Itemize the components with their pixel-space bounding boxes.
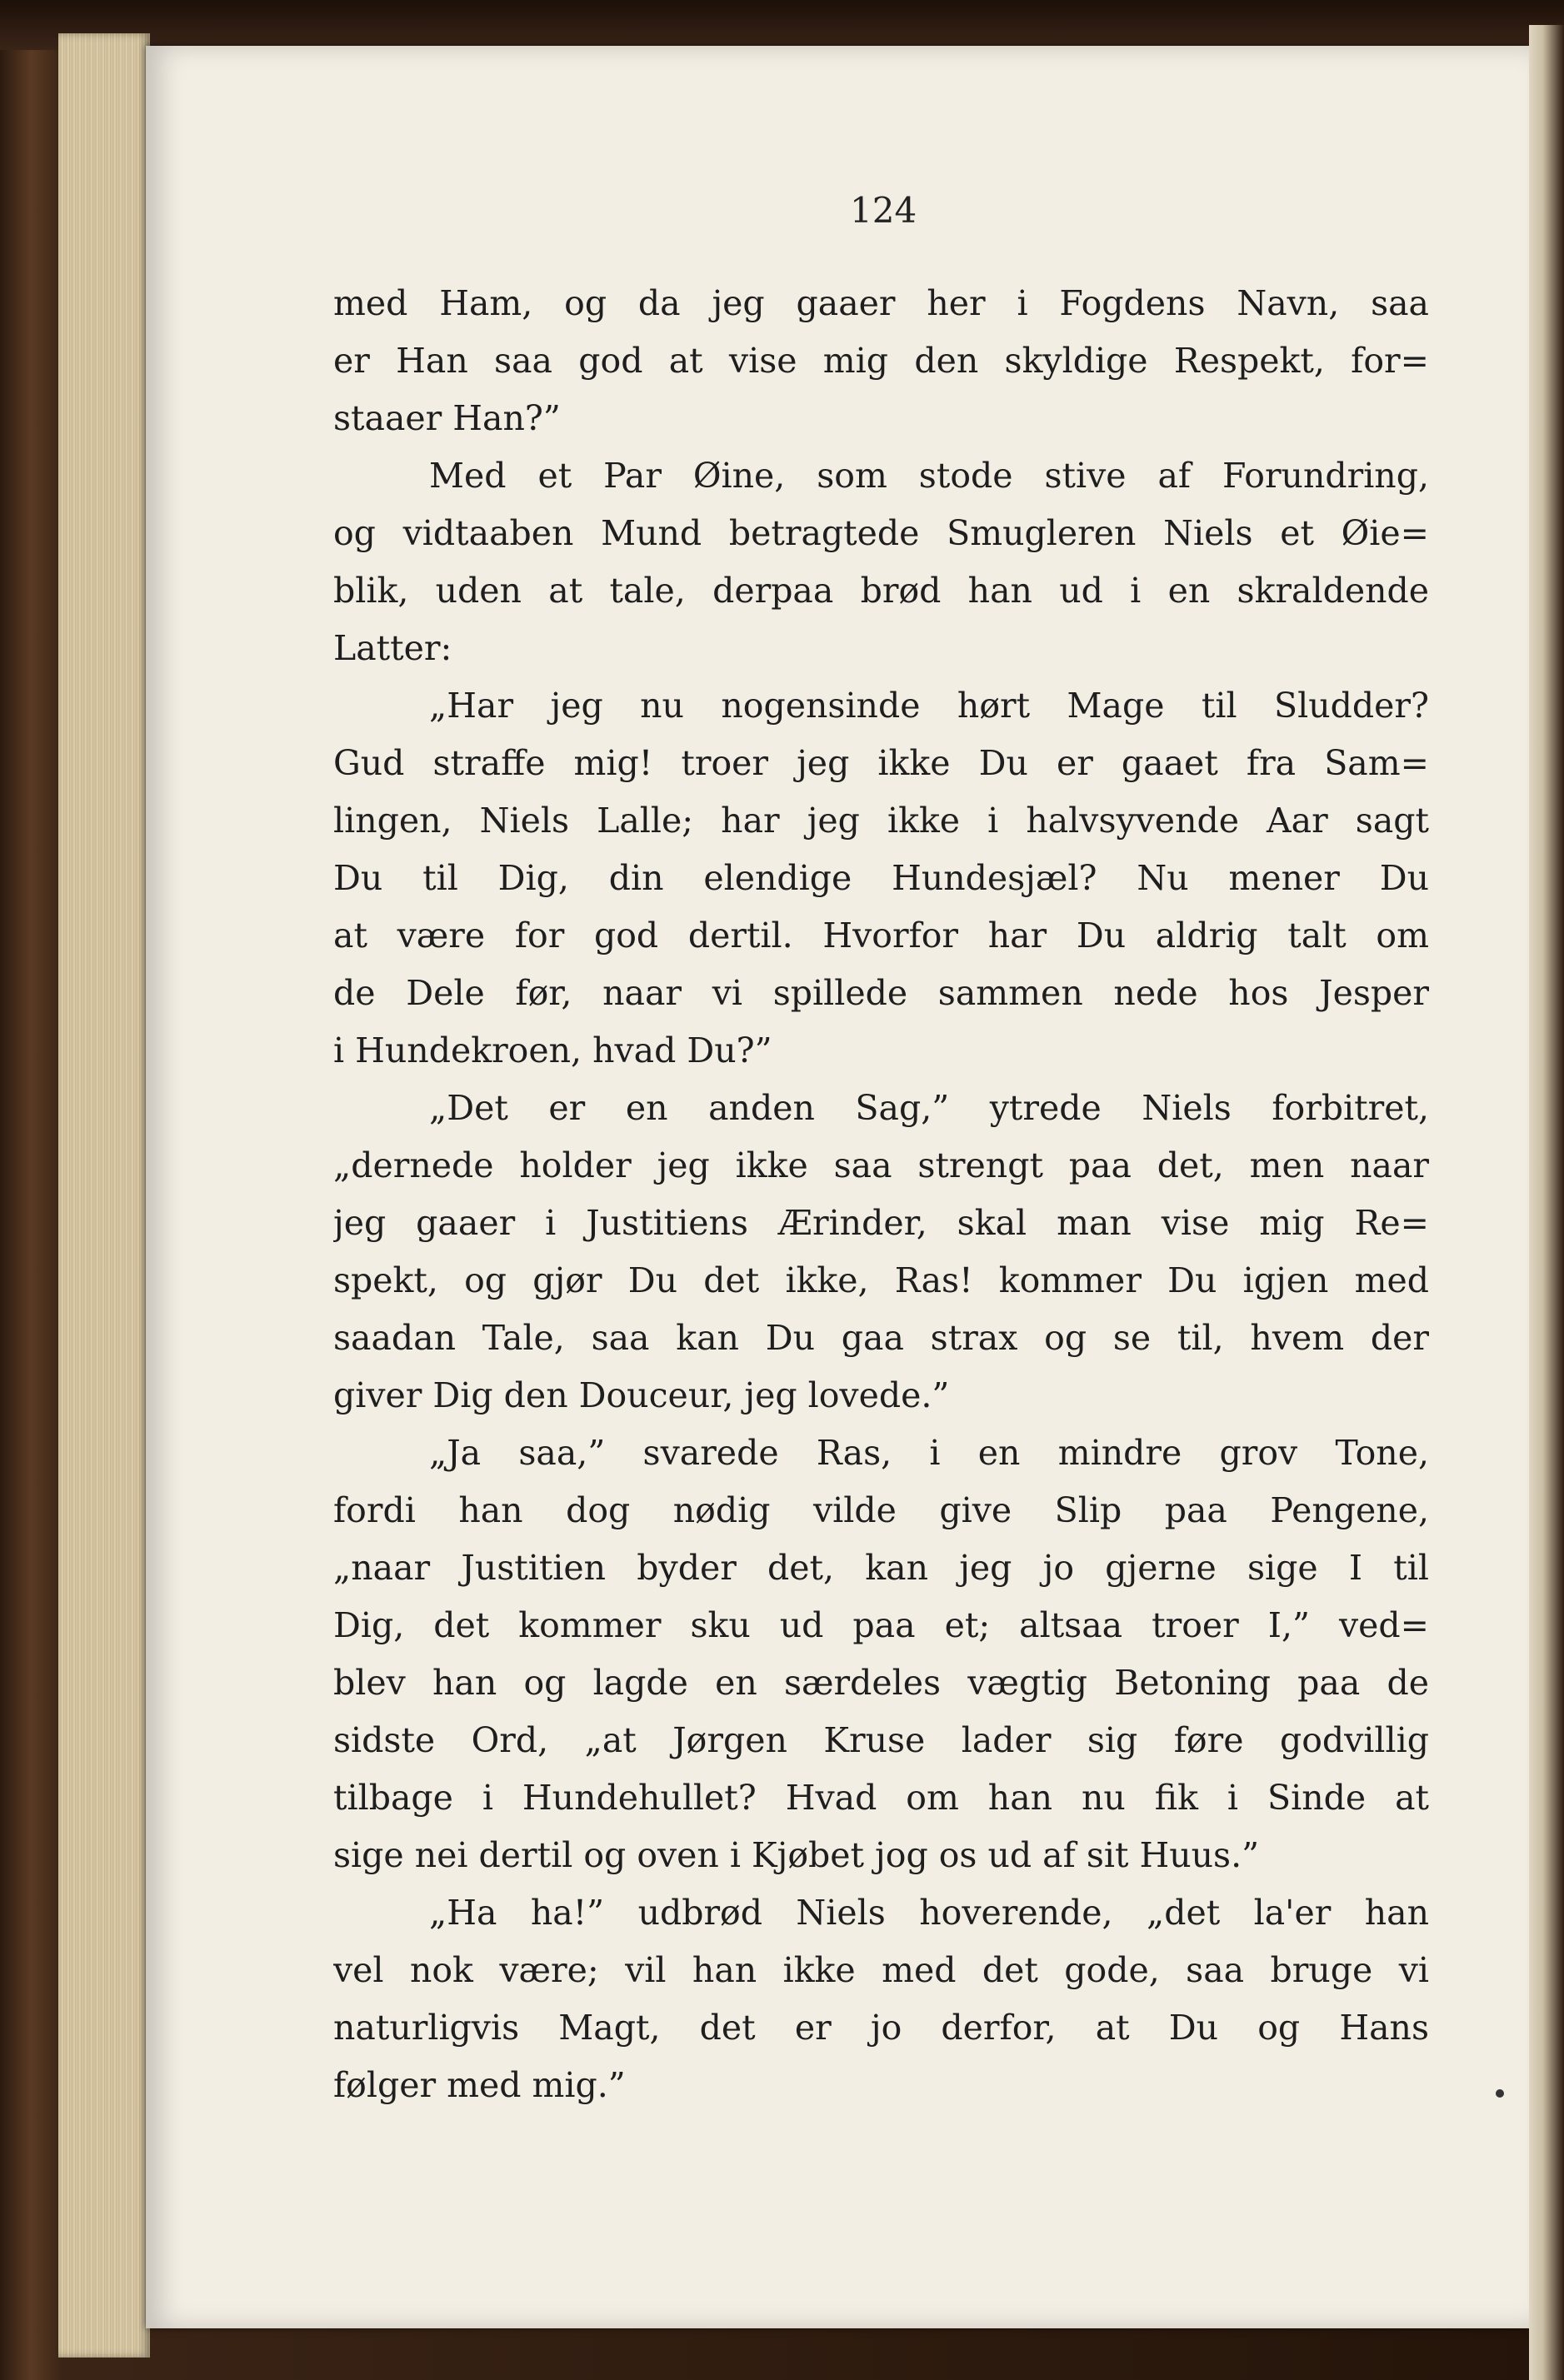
- text-line: „Har jeg nu nogensinde hørt Mage til Sludder?: [429, 686, 1429, 726]
- text-line: vel nok være; vil han ikke med det gode, saa bruge vi: [333, 1950, 1429, 1990]
- text-line: følger med mig.”: [333, 2065, 626, 2105]
- text-line: staaer Han?”: [333, 398, 561, 438]
- text-line: Dig, det kommer sku ud paa et; altsaa troer I,” ved=: [333, 1605, 1429, 1645]
- text-line: „Ha ha!” udbrød Niels hoverende, „det la'er han: [429, 1893, 1429, 1933]
- text-line: de Dele før, naar vi spillede sammen nede hos Jesper: [333, 973, 1429, 1013]
- text-line: „dernede holder jeg ikke saa strengt paa det, men naar: [333, 1145, 1429, 1185]
- text-line: Gud straffe mig! troer jeg ikke Du er gaaet fra Sam=: [333, 743, 1429, 783]
- text-line: fordi han dog nødig vilde give Slip paa Pengene,: [333, 1490, 1429, 1530]
- text-line: at være for god dertil. Hvorfor har Du aldrig talt om: [333, 916, 1429, 955]
- text-line: og vidtaaben Mund betragtede Smugleren Niels et Øie=: [333, 513, 1429, 553]
- text-line: „Ja saa,” svarede Ras, i en mindre grov Tone,: [429, 1433, 1429, 1473]
- text-line: Latter:: [333, 628, 452, 668]
- text-line: sidste Ord, „at Jørgen Kruse lader sig føre godvillig: [333, 1720, 1429, 1760]
- text-line: „naar Justitien byder det, kan jeg jo gjerne sige I til: [333, 1548, 1429, 1588]
- text-line: Med et Par Øine, som stode stive af Forundring,: [429, 456, 1429, 496]
- text-line: med Ham, og da jeg gaaer her i Fogdens Navn, saa: [333, 283, 1429, 323]
- text-line: spekt, og gjør Du det ikke, Ras! kommer Du igjen med: [333, 1260, 1429, 1300]
- text-line: „Det er en anden Sag,” ytrede Niels forbitret,: [429, 1088, 1429, 1128]
- text-line: saadan Tale, saa kan Du gaa strax og se til, hvem der: [333, 1318, 1429, 1358]
- text-line: Du til Dig, din elendige Hundesjæl? Nu mener Du: [333, 858, 1429, 898]
- page-number: 124: [850, 190, 917, 231]
- text-line: lingen, Niels Lalle; har jeg ikke i halvsyvende Aar sagt: [333, 801, 1429, 841]
- text-line: blik, uden at tale, derpaa brød han ud i en skraldende: [333, 571, 1429, 611]
- text-line: i Hundekroen, hvad Du?”: [333, 1030, 772, 1070]
- margin-dot: [1496, 2089, 1504, 2098]
- text-line: jeg gaaer i Justitiens Ærinder, skal man vise mig Re=: [333, 1203, 1429, 1243]
- text-line: sige nei dertil og oven i Kjøbet jog os ud af sit Huus.”: [333, 1835, 1260, 1875]
- text-line: tilbage i Hundehullet? Hvad om han nu fik i Sinde at: [333, 1778, 1429, 1818]
- page-edges: [58, 33, 150, 2358]
- text-line: er Han saa god at vise mig den skyldige Respekt, for=: [333, 341, 1429, 381]
- book-spine-top: [0, 0, 1564, 50]
- text-line: giver Dig den Douceur, jeg lovede.”: [333, 1375, 950, 1415]
- facing-page-edge: [1529, 25, 1564, 2380]
- body-text: [333, 275, 1429, 2114]
- text-line: naturligvis Magt, det er jo derfor, at Du og Hans: [333, 2008, 1429, 2048]
- text-line: blev han og lagde en særdeles vægtig Betoning paa de: [333, 1663, 1429, 1703]
